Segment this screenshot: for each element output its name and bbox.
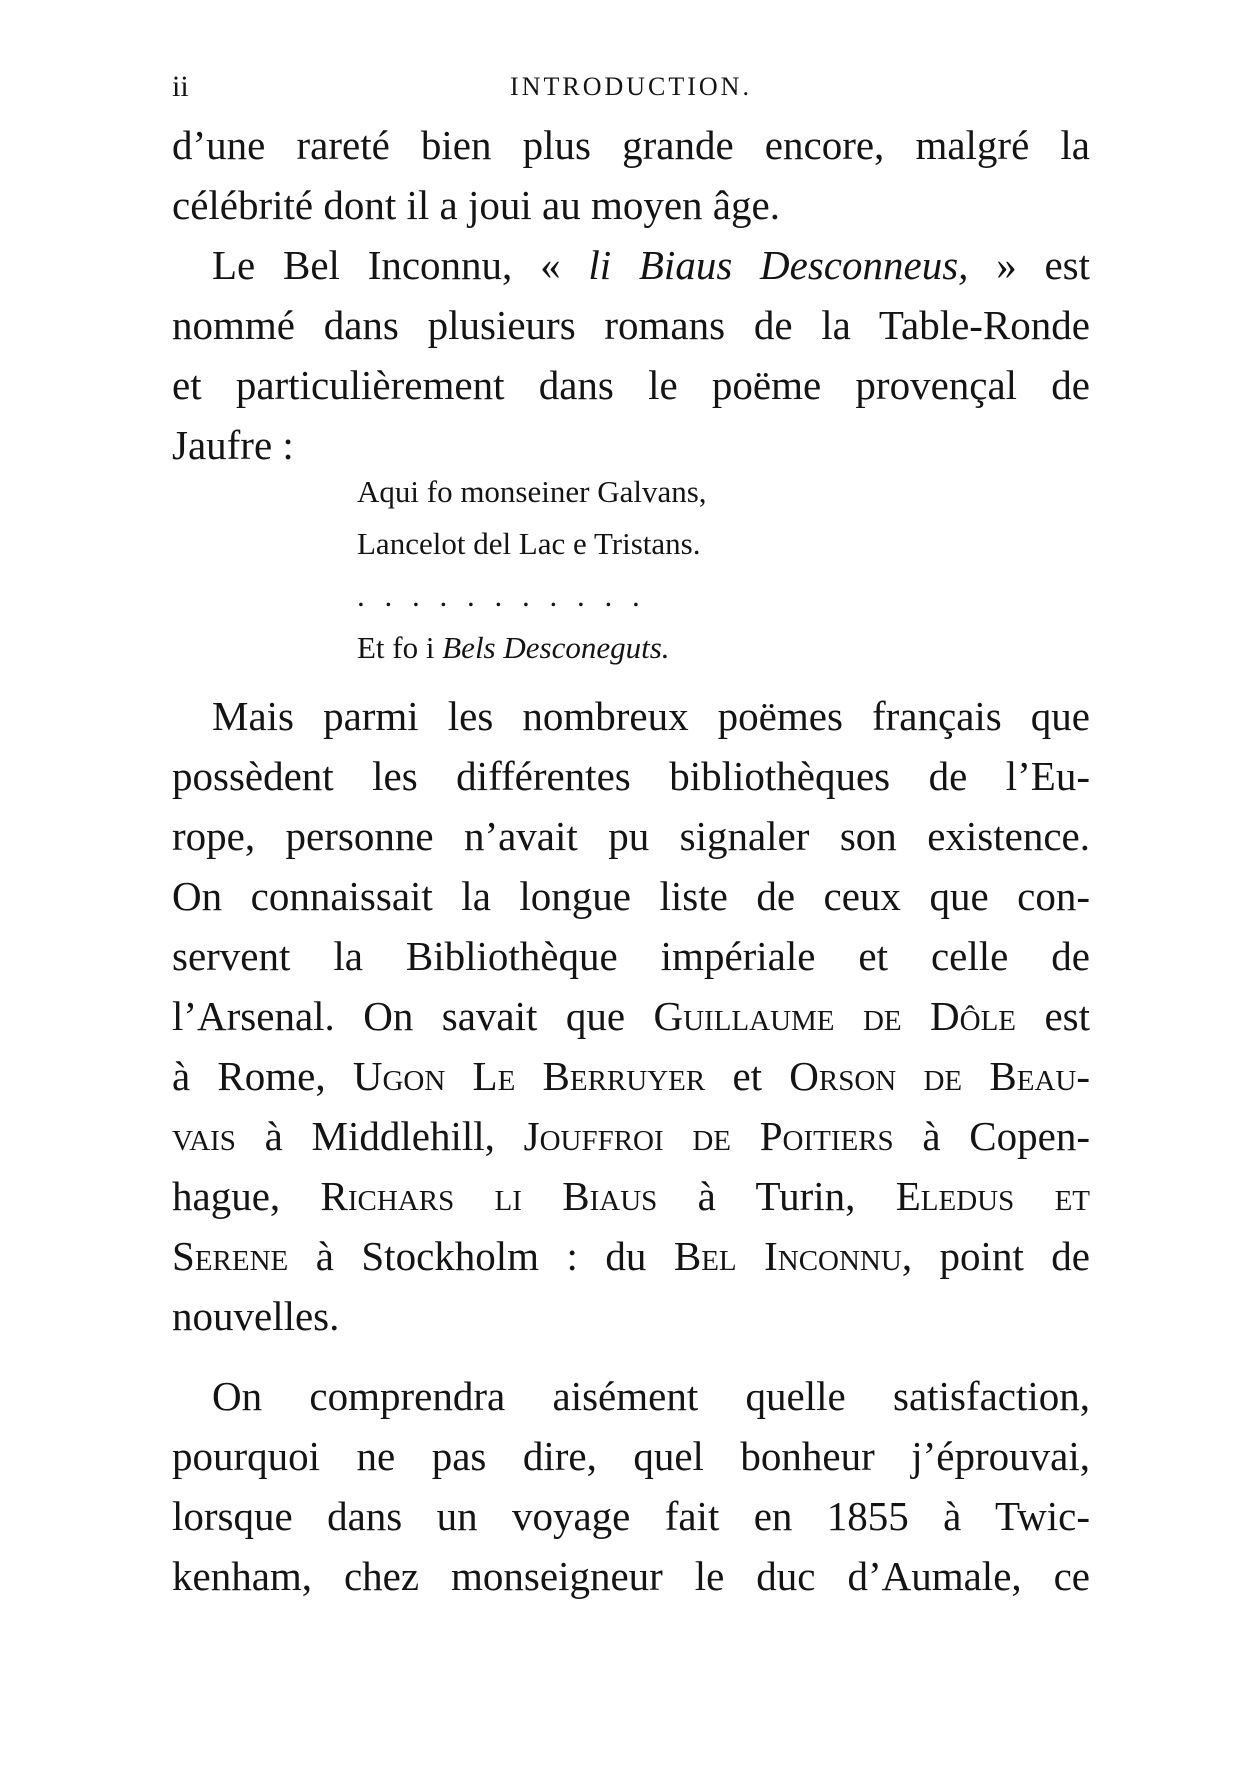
text-line: hague, Richars li Biaus à Turin, Eledus et bbox=[172, 1173, 1091, 1219]
verse-quotation bbox=[357, 466, 777, 674]
text-line: nommé dans plusieurs romans de la Table-Ronde bbox=[172, 302, 1090, 348]
italic-title: li Biaus Desconneus, bbox=[588, 242, 969, 288]
verse-line: Lancelot del Lac e Tristans. bbox=[357, 526, 701, 561]
text-line: célébrité dont il a joui au moyen âge. bbox=[172, 182, 780, 228]
text-line: rope, personne n’avait pu signaler son existence. bbox=[172, 813, 1090, 859]
text-line: à Rome, Ugon Le Berruyer et Orson de Beau- bbox=[172, 1053, 1090, 1099]
page-number: ii bbox=[172, 70, 189, 103]
text-line: vais à Middlehill, Jouffroi de Poitiers à Copen- bbox=[172, 1113, 1090, 1159]
text-line: nouvelles. bbox=[172, 1293, 340, 1339]
running-title: INTRODUCTION. bbox=[510, 72, 752, 101]
text-line: et particulièrement dans le poëme provençal de bbox=[172, 362, 1090, 408]
text-line: Jaufre : bbox=[172, 422, 294, 468]
text-line: l’Arsenal. On savait que Guillaume de Dôle est bbox=[172, 993, 1090, 1039]
text-line: servent la Bibliothèque impériale et celle de bbox=[172, 933, 1090, 979]
text-line: lorsque dans un voyage fait en 1855 à Twic- bbox=[172, 1493, 1090, 1539]
text-line: kenham, chez monseigneur le duc d’Aumale, ce bbox=[172, 1553, 1090, 1599]
verse-line: Aqui fo monseiner Galvans, bbox=[357, 474, 707, 509]
text-line: d’une rareté bien plus grande encore, malgré la bbox=[172, 122, 1090, 168]
prose-top bbox=[172, 115, 1090, 475]
verse-line: Et fo i Bels Desconeguts. bbox=[357, 630, 670, 665]
text-line: Le Bel Inconnu, « li Biaus Desconneus, » est bbox=[212, 242, 1090, 288]
text-line: Serene à Stockholm : du Bel Inconnu, point de bbox=[172, 1233, 1090, 1279]
verse-ellipsis: . . . . . . . . . . . bbox=[357, 578, 646, 613]
text-line: Mais parmi les nombreux poëmes français que bbox=[212, 693, 1090, 739]
text-line: On connaissait la longue liste de ceux que con- bbox=[172, 873, 1090, 919]
page-header bbox=[172, 70, 1090, 110]
prose-bottom bbox=[172, 1366, 1090, 1606]
text-line: pourquoi ne pas dire, quel bonheur j’éprouvai, bbox=[172, 1433, 1090, 1479]
prose-middle bbox=[172, 686, 1090, 1346]
text-line: On comprendra aisément quelle satisfaction, bbox=[212, 1373, 1090, 1419]
text-line: possèdent les différentes bibliothèques de l’Eu- bbox=[172, 753, 1090, 799]
